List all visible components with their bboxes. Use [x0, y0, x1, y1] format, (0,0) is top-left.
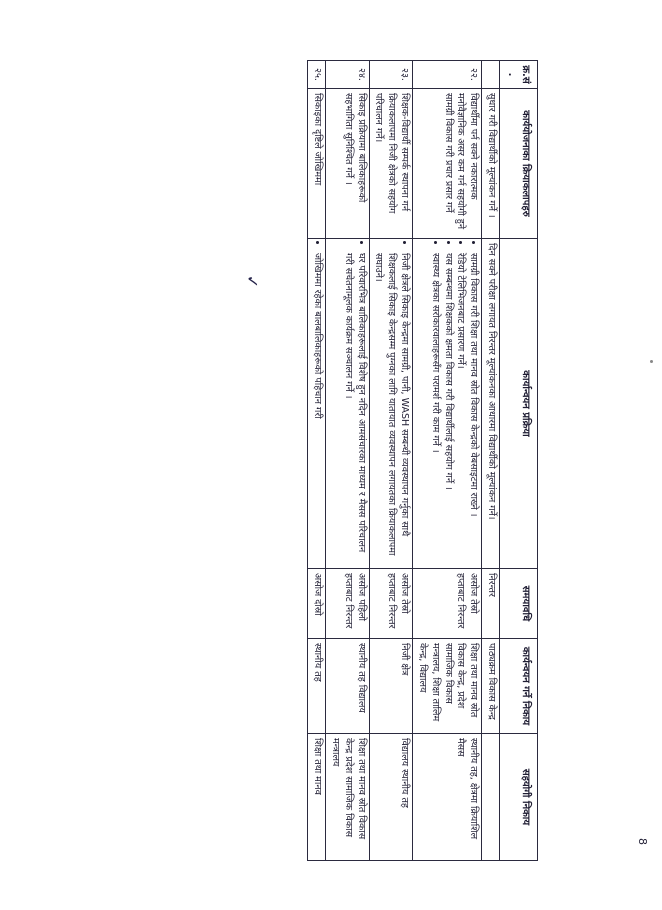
row-implementer: स्थानीय तह	[308, 639, 326, 734]
row-activity: शिक्षक-विद्यार्थी सम्पर्क स्थापना गर्न क्रियाकलापमा निजी क्षेत्रको सहयोग परिचालन गर्ने।	[369, 89, 412, 239]
row-timeline: असोज तेस्रो हप्ताबाट निरन्तर	[413, 569, 482, 639]
row-support: स्थानीय तह, क्षेत्रमा क्रियाशिल मैसस	[413, 734, 482, 861]
row-timeline: असोज तेस्रो हप्ताबाट निरन्तर	[369, 569, 412, 639]
row-serial	[482, 61, 500, 89]
row-support: शिक्षा तथा मानव	[308, 734, 326, 861]
row-activity: सिकाइ प्रक्रियामा बालिकाहरूको सहभागिता सुनिश्चित गर्ने ।	[326, 89, 369, 239]
action-plan-table	[307, 60, 538, 861]
process-bullet: • यस सम्बन्धमा शिक्षकको क्षमता विकास गरी विद्यार्थीलाई सहयोग गर्ने ।	[441, 253, 454, 564]
row-implementer: निजी क्षेत्र	[369, 639, 412, 734]
header-activity: कार्ययोजनाका क्रियाकलापहरु	[500, 89, 538, 239]
process-bullet: • रेडियो टेलिभिजनबाट प्रसारण गर्ने।	[454, 253, 467, 564]
row-serial: २२.	[413, 61, 482, 89]
header-process: कार्यान्वयन प्रक्रिया	[500, 239, 538, 569]
row-support: विद्यालय स्थानीय तह	[369, 734, 412, 861]
row-activity: विद्यार्थीमा पर्न सक्ने नकारात्मक मनोवैज्ञानिक असर कम गर्न सहयोगी हुने सामग्री विकास गरी प्रचार प्रसार गर्ने	[413, 89, 482, 239]
row-serial: २४.	[326, 61, 369, 89]
row-process	[413, 239, 482, 569]
row-support: शिक्षा तथा मानव स्रोत विकास केन्द्र प्रदेश सामाजिक विकास मन्त्रालय	[326, 734, 369, 861]
row-process	[482, 239, 500, 569]
process-bullet: • स्वास्थ्य क्षेत्रका सरोकारवालाहरूसँग परामर्श गरी काम गर्ने ।	[428, 253, 441, 564]
process-bullet: • निजी क्षेत्रले सिकाइ केन्द्रमा सामग्री, पानी, WASH सम्बन्धी व्यवस्थापन गर्नुका साथै शिक्षकलाई सिकाइ केन्द्रसम्म पुग्नका लागि यातायात व्यवस्थापन लगायतका क्रियाकलापमा सघाउने।	[372, 253, 410, 564]
row-timeline: असोज दोस्रो	[308, 569, 326, 639]
row-implementer: स्थानीय तह विद्यालय	[326, 639, 369, 734]
row-implementer: शिक्षा तथा मानव स्रोत विकास केन्द्र, प्रदेश सामाजिक विकास मन्त्रालय, शिक्षा तालिम केन्द्र, विद्यालय	[413, 639, 482, 734]
row-process	[369, 239, 412, 569]
header-timeline: समयावधि	[500, 569, 538, 639]
row-serial: २३.	[369, 61, 412, 89]
header-implementer: कार्यन्वयन गर्ने निकाय	[500, 639, 538, 734]
handwritten-checkmark: ✓	[243, 274, 263, 289]
header-serial: क्र.सं.	[500, 61, 538, 89]
rotated-page-content	[88, 60, 538, 860]
table-row	[413, 61, 482, 861]
row-serial: २५.	[308, 61, 326, 89]
table-header-row	[500, 61, 538, 861]
scan-speck	[650, 360, 653, 363]
row-activity: सिकाइका दृष्टिले जोखिममा	[308, 89, 326, 239]
process-text: दिन सक्ने परीक्षा लगायत निरन्तर मूल्यांकनका आधारमा विद्यार्थीको मूल्यांकन गर्ने।	[486, 243, 497, 520]
process-bullet: • जोखिममा रहेका बालबालिकाहरूको पहिचान गरी	[310, 253, 323, 564]
row-timeline: निरन्तर	[482, 569, 500, 639]
row-activity: सुधार गरी विद्यार्थीको मूल्यांकन गर्ने ।	[482, 89, 500, 239]
table-row	[308, 61, 326, 861]
row-support	[482, 734, 500, 861]
header-support: सहयोगी निकाय	[500, 734, 538, 861]
row-process	[326, 239, 369, 569]
table-row	[326, 61, 369, 861]
row-implementer: पाठ्यक्रम विकास केन्द्र	[482, 639, 500, 734]
table-row	[369, 61, 412, 861]
process-bullet: • घर परिवारभित्र बालिकाहरूलाई विशेष हुन नदिन आमसंचारका माध्यम र मैसस परिचालन गरी सचेतनामूलक कार्यक्रम सञ्चालन गर्ने ।	[341, 253, 367, 564]
row-timeline: असोज पहिलो हप्ताबाट निरन्तर	[326, 569, 369, 639]
process-bullet: • सामग्री विकास गरी शिक्षा तथा मानव स्रोत विकास केन्द्रको वेबसाइटमा राख्ने ।	[466, 253, 479, 564]
table-row	[482, 61, 500, 861]
page-number: 8	[636, 838, 649, 845]
row-process	[308, 239, 326, 569]
